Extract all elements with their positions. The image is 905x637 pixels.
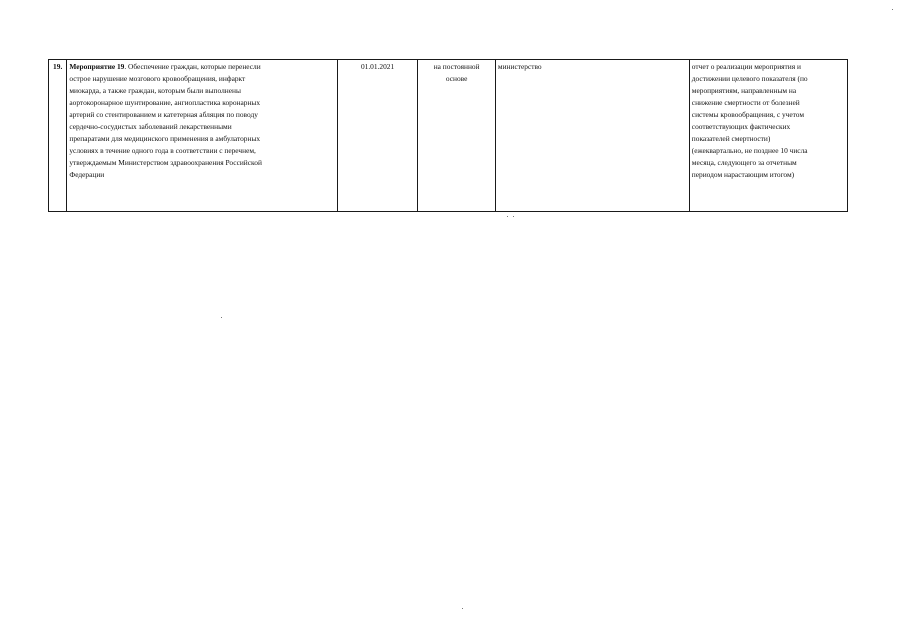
scan-speck [892,9,893,10]
term-line-1: на постоянной [433,62,480,71]
scan-speck [462,608,463,609]
execution-term [418,60,496,212]
description-line-7: препаратами для медицинского применения в амбулаторных [69,134,261,143]
start-date: 01.01.2021 [337,60,418,212]
description-line-6: сердечно-сосудистых заболеваний лекарственными [69,122,232,131]
description-line-3: миокарда, а также граждан, которым были выполнены [69,86,241,95]
report-line-5: системы кровообращения, с учетом [691,110,805,119]
activity-label: Мероприятие 19 [69,62,125,71]
description-line-10: Федерации [69,170,105,179]
report-line-1: отчет о реализации мероприятия и [691,62,801,71]
term-line-2: основе [445,74,468,83]
report-line-8: (ежеквартально, не позднее 10 числа [691,146,808,155]
scan-speck [513,216,514,217]
report-line-6: соответствующих фактических [691,122,791,131]
description-line-9: утверждаемым Министерством здравоохранения Российской [69,158,262,167]
row-number: 19. [49,60,67,212]
report-line-2: достижении целевого показателя (по [691,74,808,83]
report-line-3: мероприятиям, направленным на [691,86,797,95]
report-line-4: снижение смертности от болезней [691,98,800,107]
activity-description [67,60,337,212]
report-line-9: месяца, следующего за отчетным [691,158,797,167]
scan-speck [507,216,508,217]
description-line-1 [69,61,334,73]
description-text-start: . Обеспечение граждан, которые перенесли [124,62,261,71]
report-form [689,60,847,212]
report-line-7: показателей смертности) [691,134,771,143]
description-line-8: условиях в течение одного года в соответствии с перечнем, [69,146,256,155]
responsible-executor: министерство [495,60,689,212]
scan-speck [221,317,222,318]
description-line-4: аортокоронарное шунтирование, ангиопластика коронарных [69,98,261,107]
report-line-10: периодом нарастающим итогом) [691,170,795,179]
table-row [49,60,848,212]
description-line-2: острое нарушение мозгового кровообращения, инфаркт [69,74,246,83]
description-line-5: артерий со стентированием и катетерная абляция по поводу [69,110,258,119]
activity-table [48,59,848,212]
